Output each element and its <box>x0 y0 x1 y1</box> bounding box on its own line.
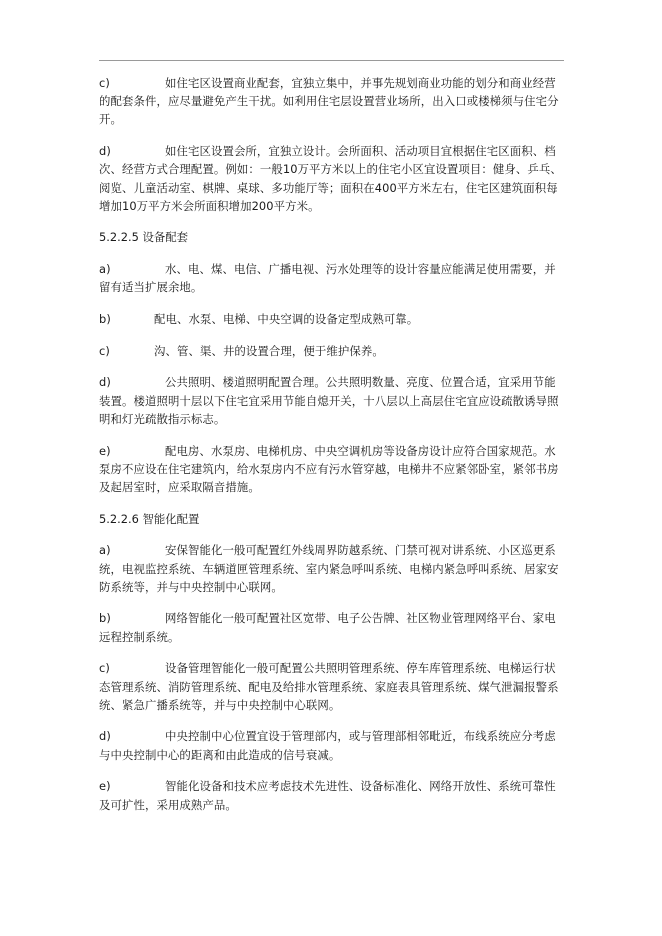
document-body <box>99 74 565 827</box>
clause-label: c) <box>99 76 110 90</box>
clause-intelligent-e <box>99 777 565 813</box>
clause-label: e) <box>99 779 111 794</box>
clause-text: 安保智能化一般可配置红外线周界防越系统、门禁可视对讲系统、小区巡更系统，电视监控系统、车辆道匣管理系统、室内紧急呼叫系统、电梯内紧急呼叫系统、居家安防系统等，并与中央控制中心联网。 <box>99 543 559 594</box>
section-heading-equipment: 5.2.2.5 设备配套 <box>99 230 189 245</box>
clause-intelligent-c <box>99 659 565 714</box>
clause-label: d) <box>99 375 111 390</box>
clause-label: c) <box>99 661 110 676</box>
clause-text: 配电、水泵、电梯、中央空调的设备定型成熟可靠。 <box>154 312 419 327</box>
clause-clubhouse <box>99 142 565 215</box>
clause-intelligent-b <box>99 609 565 645</box>
clause-label: a) <box>99 262 111 277</box>
clause-label: b) <box>99 312 111 327</box>
clause-text: 沟、管、渠、井的设置合理，便于维护保养。 <box>154 343 384 358</box>
clause-text: 如住宅区设置会所，宜独立设计。会所面积、活动项目宜根据住宅区面积、档次、经营方式合理配置。例如：一般10万平方米以上的住宅小区宜设置项目：健身、乒乓、阅览、儿童活动室、棋牌、桌球、多功能厅等；面积在400平方米左右，住宅区建筑面积每增加10万平方米会所面积增加200平方米。 <box>99 144 562 213</box>
clause-intelligent-a <box>99 541 565 596</box>
clause-equipment-a <box>99 260 565 296</box>
clause-text: 水、电、煤、电信、广播电视、污水处理等的设计容量应能满足使用需要，并留有适当扩展余地。 <box>99 262 556 295</box>
section-heading-intelligent: 5.2.2.6 智能化配置 <box>99 511 200 526</box>
clause-label: d) <box>99 144 111 159</box>
clause-label: c) <box>99 343 110 358</box>
clause-commercial <box>99 74 565 129</box>
clause-equipment-d <box>99 373 565 428</box>
clause-text: 如住宅区设置商业配套，宜独立集中，并事先规划商业功能的划分和商业经营的配套条件，应尽量避免产生干扰。如利用住宅层设置营业场所，出入口或楼梯须与住宅分开。 <box>99 76 559 127</box>
clause-text: 公共照明、楼道照明配置合理。公共照明数量、亮度、位置合适，宜采用节能装置。楼道照明十层以下住宅宜采用节能自熄开关，十八层以上高层住宅宜应设疏散诱导照明和灯光疏散指示标志。 <box>99 375 559 426</box>
clause-label: a) <box>99 543 111 558</box>
clause-label: e) <box>99 443 111 458</box>
clause-equipment-c <box>99 342 565 360</box>
clause-equipment-b <box>99 310 565 328</box>
clause-equipment-e <box>99 442 565 497</box>
clause-text: 中央控制中心位置宜设于管理部内，或与管理部相邻毗近，布线系统应分考虑与中央控制中心的距离和由此造成的信号衰减。 <box>99 729 556 762</box>
clause-label: d) <box>99 729 111 744</box>
clause-intelligent-d <box>99 727 565 763</box>
clause-text: 设备管理智能化一般可配置公共照明管理系统、停车库管理系统、电梯运行状态管理系统、消防管理系统、配电及给排水管理系统、家庭表具管理系统、煤气泄漏报警系统、紧急广播系统等，并与中央控制中心联网。 <box>99 661 559 712</box>
clause-text: 智能化设备和技术应考虑技术先进性、设备标准化、网络开放性、系统可靠性及可扩性，采用成熟产品。 <box>99 779 556 812</box>
clause-text: 网络智能化一般可配置社区宽带、电子公告牌、社区物业管理网络平台、家电远程控制系统。 <box>99 611 556 644</box>
header-divider <box>99 60 564 61</box>
clause-label: b) <box>99 611 111 626</box>
clause-text: 配电房、水泵房、电梯机房、中央空调机房等设备房设计应符合国家规范。水泵房不应设在住宅建筑内，给水泵房内不应有污水管穿越，电梯井不应紧邻卧室，紧邻书房及起居室时，应采取隔音措施。 <box>99 443 559 494</box>
